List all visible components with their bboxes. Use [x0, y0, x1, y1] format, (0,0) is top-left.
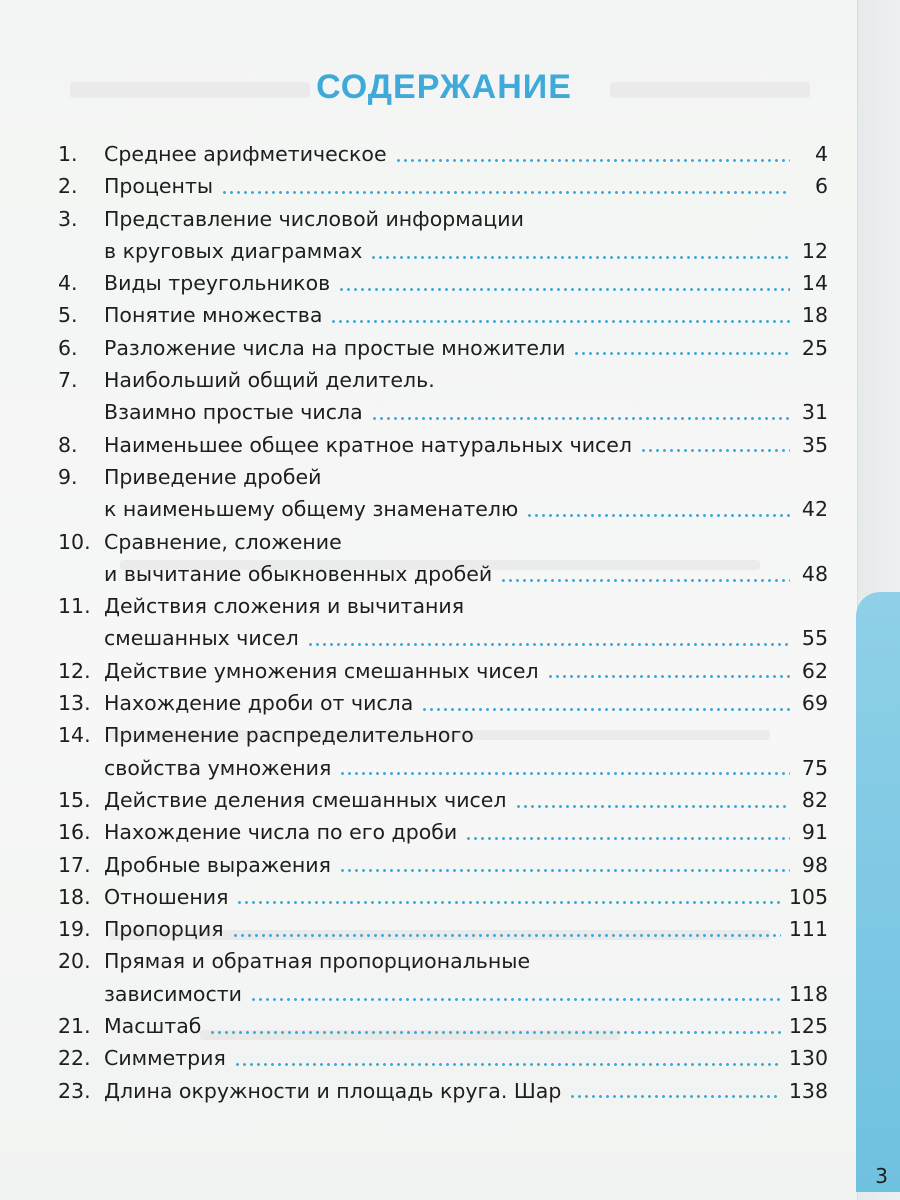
toc-entry-line — [58, 170, 828, 202]
toc-entry-number: 3. — [58, 206, 78, 231]
toc-entry-number: 2. — [58, 174, 78, 199]
dot-leader — [500, 579, 790, 582]
toc-entry-number: 6. — [58, 335, 78, 360]
toc-entry-line — [58, 364, 828, 396]
dot-leader — [330, 320, 790, 323]
toc-entry-title: смешанных чисел — [104, 626, 299, 651]
toc-entry-title: в круговых диаграммах — [104, 238, 363, 263]
toc-entry-title: Действие деления смешанных чисел — [104, 787, 507, 812]
toc-entry-line — [58, 719, 828, 751]
dot-leader — [547, 675, 790, 678]
toc-entry-title: к наименьшему общему знаменателю — [104, 497, 519, 522]
toc-entry-title: свойства умножения — [104, 755, 332, 780]
toc-entry-title: Виды треугольников — [104, 271, 331, 296]
toc-entry-page: 125 — [788, 1014, 828, 1039]
toc-entry-page: 31 — [801, 400, 828, 425]
toc-entry-title: Прямая и обратная пропорциональные — [104, 949, 531, 974]
dot-leader — [221, 191, 790, 194]
dot-leader — [515, 805, 790, 808]
toc-entry-title: Взаимно простые числа — [104, 400, 363, 425]
toc-entry-number: 12. — [58, 658, 91, 683]
toc-entry-title: Нахождение числа по его дроби — [104, 820, 458, 845]
toc-entry-title: Наименьшее общее кратное натуральных чисел — [104, 432, 633, 457]
toc-entry-page: 91 — [801, 820, 828, 845]
toc-entry-line — [58, 267, 828, 299]
toc-entry-line — [58, 235, 828, 267]
toc-entry[interactable] — [58, 203, 828, 268]
toc-entry-number: 15. — [58, 787, 91, 812]
dot-leader — [236, 901, 780, 904]
toc-entry-page: 4 — [814, 142, 828, 166]
toc-entry-number: 22. — [58, 1046, 91, 1071]
dot-leader — [395, 159, 790, 162]
toc-entry[interactable] — [58, 267, 828, 299]
toc-entry-line — [58, 1075, 828, 1107]
toc-entry[interactable] — [58, 849, 828, 881]
page-title: СОДЕРЖАНИЕ — [316, 68, 572, 106]
toc-entry-page: 18 — [801, 303, 828, 328]
toc-entry-number: 9. — [58, 464, 78, 489]
dot-leader — [339, 772, 790, 775]
toc-entry-line — [58, 299, 828, 331]
toc-entry-number: 4. — [58, 271, 78, 296]
dot-leader — [526, 514, 790, 517]
toc-entry-page: 35 — [801, 432, 828, 457]
toc-entry-line — [58, 1010, 828, 1042]
toc-entry[interactable] — [58, 881, 828, 913]
toc-entry-line — [58, 1042, 828, 1074]
toc-entry-page: 118 — [788, 981, 828, 1006]
toc-entry-line — [58, 590, 828, 622]
toc-entry-line — [58, 913, 828, 945]
toc-entry-page: 6 — [814, 174, 828, 199]
side-color-tab — [856, 592, 900, 1192]
dot-leader — [307, 643, 790, 646]
toc-entry-number: 11. — [58, 594, 91, 619]
toc-entry-title: Масштаб — [104, 1014, 202, 1039]
toc-entry[interactable] — [58, 461, 828, 526]
toc-entry-number: 8. — [58, 432, 78, 457]
toc-entry[interactable] — [58, 687, 828, 719]
toc-entry-title: Разложение числа на простые множители — [104, 335, 566, 360]
toc-entry-title: Действие умножения смешанных чисел — [104, 658, 539, 683]
toc-entry[interactable] — [58, 590, 828, 655]
toc-entry-line — [58, 655, 828, 687]
dot-leader — [371, 417, 790, 420]
toc-entry[interactable] — [58, 1010, 828, 1042]
toc-entry-line — [58, 687, 828, 719]
dot-leader — [465, 837, 790, 840]
toc-entry-number: 13. — [58, 691, 91, 716]
toc-entry[interactable] — [58, 429, 828, 461]
toc-entry-page: 130 — [788, 1046, 828, 1071]
dot-leader — [338, 288, 790, 291]
toc-entry-page: 75 — [801, 755, 828, 780]
toc-entry-title: Сравнение, сложение — [104, 529, 342, 554]
toc-entry-page: 82 — [801, 787, 828, 812]
toc-entry-title: Дробные выражения — [104, 852, 331, 877]
toc-entry-title: Симметрия — [104, 1046, 226, 1071]
toc-entry-line — [58, 429, 828, 461]
dot-leader — [209, 1031, 780, 1034]
toc-entry-number: 21. — [58, 1014, 91, 1039]
toc-entry-line — [58, 203, 828, 235]
toc-entry-title: зависимости — [104, 981, 243, 1006]
toc-entry-line — [58, 752, 828, 784]
toc-entry[interactable] — [58, 784, 828, 816]
toc-entry[interactable] — [58, 719, 828, 784]
toc-entry-title: Длина окружности и площадь круга. Шар — [104, 1078, 562, 1103]
toc-entry-line — [58, 461, 828, 493]
toc-entry-page: 98 — [801, 852, 828, 877]
toc-entry-title: Представление числовой информации — [104, 206, 524, 231]
toc-entry-title: Проценты — [104, 174, 214, 199]
toc-entry[interactable] — [58, 655, 828, 687]
toc-entry-page: 62 — [801, 658, 828, 683]
toc-entry-line — [58, 978, 828, 1010]
toc-entry-page: 42 — [801, 497, 828, 522]
page-number: 3 — [875, 1164, 888, 1188]
toc-entry-title: Понятие множества — [104, 303, 323, 328]
toc-entry-number: 18. — [58, 884, 91, 909]
toc-entry[interactable] — [58, 332, 828, 364]
toc-entry-page: 12 — [801, 238, 828, 263]
toc-entry-number: 19. — [58, 917, 91, 942]
toc-entry[interactable] — [58, 138, 828, 170]
toc-entry-page: 69 — [801, 691, 828, 716]
toc-entry[interactable] — [58, 364, 828, 429]
toc-entry-title: и вычитание обыкновенных дробей — [104, 561, 493, 586]
toc-entry-line — [58, 945, 828, 977]
toc-entry-title: Отношения — [104, 884, 229, 909]
toc-entry-line — [58, 816, 828, 848]
toc-entry-title: Нахождение дроби от числа — [104, 691, 414, 716]
dot-leader — [339, 869, 790, 872]
toc-entry-number: 17. — [58, 852, 91, 877]
toc-entry-number: 1. — [58, 142, 78, 166]
toc-entry-title: Применение распределительного — [104, 723, 474, 748]
dot-leader — [573, 352, 790, 355]
dot-leader — [569, 1095, 780, 1098]
toc-entry-page: 105 — [788, 884, 828, 909]
toc-entry-page: 25 — [801, 335, 828, 360]
toc-entry-number: 20. — [58, 949, 91, 974]
toc-entry-title: Пропорция — [104, 917, 224, 942]
dot-leader — [421, 708, 790, 711]
toc-entry-page: 138 — [788, 1078, 828, 1103]
toc-entry[interactable] — [58, 816, 828, 848]
toc-entry[interactable] — [58, 526, 828, 591]
toc-entry[interactable] — [58, 299, 828, 331]
toc-entry-number: 16. — [58, 820, 91, 845]
toc-entry-number: 23. — [58, 1078, 91, 1103]
toc-entry-line — [58, 493, 828, 525]
toc-entry-number: 10. — [58, 529, 91, 554]
toc-entry-line — [58, 622, 828, 654]
toc-entry-page: 14 — [801, 271, 828, 296]
toc-entry[interactable] — [58, 913, 828, 945]
toc-entry[interactable] — [58, 1075, 828, 1107]
toc-entry[interactable] — [58, 945, 828, 1010]
dot-leader — [232, 934, 781, 937]
toc-entry-page: 111 — [788, 917, 828, 942]
table-of-contents — [58, 138, 828, 1107]
toc-entry[interactable] — [58, 1042, 828, 1074]
toc-entry-page: 55 — [801, 626, 828, 651]
toc-entry-number: 14. — [58, 723, 91, 748]
toc-entry-line — [58, 849, 828, 881]
dot-leader — [250, 998, 781, 1001]
toc-entry-title: Действия сложения и вычитания — [104, 594, 465, 619]
toc-entry-page: 48 — [801, 561, 828, 586]
toc-entry-title: Наибольший общий делитель. — [104, 368, 435, 393]
toc-entry-title: Приведение дробей — [104, 464, 322, 489]
dot-leader — [234, 1063, 781, 1066]
toc-entry-title: Среднее арифметическое — [104, 142, 387, 166]
toc-entry-line — [58, 558, 828, 590]
dot-leader — [640, 449, 790, 452]
toc-entry-number: 7. — [58, 368, 78, 393]
toc-entry-line — [58, 526, 828, 558]
dot-leader — [370, 256, 790, 259]
toc-entry-line — [58, 332, 828, 364]
toc-entry-line — [58, 396, 828, 428]
toc-entry-line — [58, 881, 828, 913]
toc-entry-number: 5. — [58, 303, 78, 328]
toc-entry[interactable] — [58, 170, 828, 202]
toc-entry-line — [58, 138, 828, 170]
toc-entry-line — [58, 784, 828, 816]
